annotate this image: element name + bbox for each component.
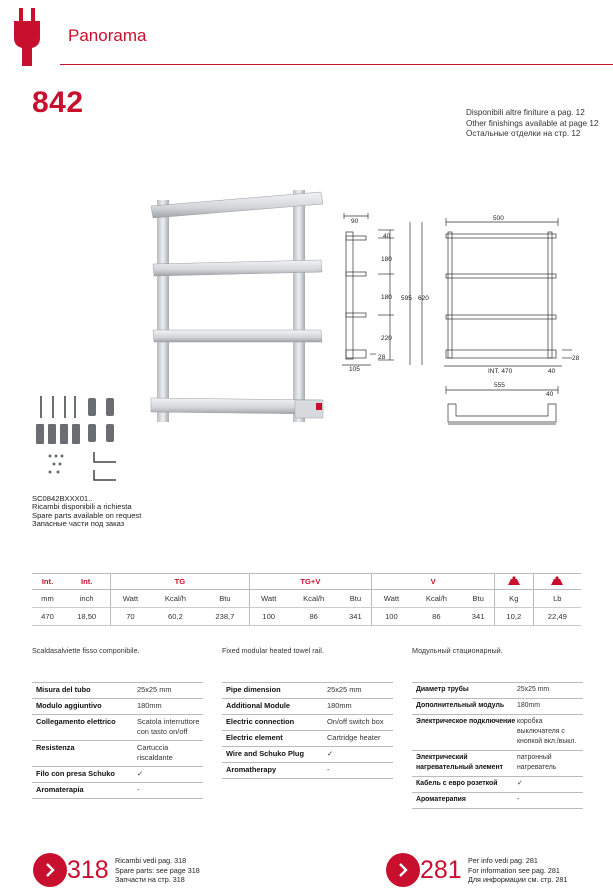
header-int-inch: Int. — [63, 574, 111, 590]
ref-ru: Для информации см. стр. 281 — [468, 875, 568, 885]
model-number: 842 — [32, 86, 84, 119]
svg-text:220: 220 — [381, 335, 392, 342]
value-cell: 341 — [340, 608, 372, 626]
property-row — [32, 741, 203, 767]
property-value: - — [327, 763, 393, 779]
property-value: ✓ — [517, 777, 583, 793]
spare-parts-code: SC0842BXXX01.. — [32, 494, 93, 503]
spare-parts-page-number[interactable]: 318 — [67, 856, 109, 884]
unit-cell: Watt — [372, 590, 411, 608]
unit-cell: Kg — [494, 590, 533, 608]
svg-text:595: 595 — [401, 295, 412, 302]
property-value: ✓ — [137, 767, 203, 783]
properties-table-en — [222, 682, 393, 779]
header-divider — [60, 64, 613, 65]
ref-en: Spare parts: see page 318 — [115, 865, 200, 875]
chevron-right-icon — [43, 863, 57, 877]
property-row — [412, 793, 583, 809]
spare-parts-photo — [28, 394, 128, 486]
spare-parts-info — [32, 495, 141, 529]
property-key: Aromatherapy — [222, 763, 327, 779]
spec-table — [32, 573, 581, 626]
svg-text:500: 500 — [493, 215, 504, 222]
unit-cell: Kcal/h — [288, 590, 340, 608]
property-key: Additional Module — [222, 699, 327, 715]
property-row — [412, 777, 583, 793]
value-cell: 341 — [462, 608, 494, 626]
property-value: ✓ — [327, 747, 393, 763]
chevron-right-icon — [396, 863, 410, 877]
header-tgv: TG+V — [249, 574, 372, 590]
brand-title: Panorama — [68, 26, 147, 45]
header-v: V — [372, 574, 495, 590]
property-key: Wire and Schuko Plug — [222, 747, 327, 763]
property-value: 180mm — [137, 699, 203, 715]
info-page-link[interactable] — [386, 853, 420, 887]
property-key: Дополнительный модуль — [412, 699, 517, 715]
finishes-note — [466, 108, 598, 140]
unit-cell: Kcal/h — [411, 590, 463, 608]
svg-text:40: 40 — [383, 233, 391, 240]
svg-text:105: 105 — [349, 366, 360, 373]
property-key: Collegamento elettrico — [32, 715, 137, 741]
description-en: Fixed modular heated towel rail. — [222, 646, 324, 655]
finishes-note-en: Other finishings available at page 12 — [466, 118, 599, 128]
header-int-mm: Int. — [32, 574, 63, 590]
property-row — [32, 683, 203, 699]
value-cell: 100 — [372, 608, 411, 626]
value-cell: 70 — [111, 608, 150, 626]
property-value: Scatola interruttore con tasto on/off — [137, 715, 203, 741]
spare-parts-en: Spare parts available on request — [32, 510, 142, 520]
property-row — [222, 683, 393, 699]
property-key: Кабель с евро розеткой — [412, 777, 517, 793]
property-key: Диаметр трубы — [412, 683, 517, 699]
property-value: - — [137, 783, 203, 799]
unit-cell: mm — [32, 590, 63, 608]
value-cell: 60,2 — [150, 608, 202, 626]
property-row — [32, 783, 203, 799]
weight-icon — [551, 576, 563, 585]
page-header — [0, 0, 613, 70]
description-it: Scaldasalviette fisso componibile. — [32, 646, 140, 655]
weight-icon — [508, 576, 520, 585]
ref-en: For information see pag. 281 — [468, 865, 560, 875]
svg-text:28: 28 — [572, 355, 580, 362]
property-row — [32, 715, 203, 741]
spec-header-row — [32, 574, 581, 590]
property-value: 180mm — [517, 699, 583, 715]
unit-cell: Watt — [249, 590, 288, 608]
property-row — [222, 715, 393, 731]
property-row — [222, 699, 393, 715]
property-value: коробка выключателя с кнопкой вкл./выкл. — [517, 715, 583, 751]
spec-values-row — [32, 608, 581, 626]
property-row — [222, 763, 393, 779]
towel-rail-photo — [145, 182, 340, 432]
property-key: Resistenza — [32, 741, 137, 767]
value-cell: 10,2 — [494, 608, 533, 626]
ref-ru: Запчасти на стр. 318 — [115, 875, 185, 885]
value-cell: 470 — [32, 608, 63, 626]
property-row — [412, 683, 583, 699]
property-row — [32, 699, 203, 715]
svg-text:40: 40 — [546, 391, 554, 398]
property-row — [222, 747, 393, 763]
ref-it: Ricambi vedi pag. 318 — [115, 856, 187, 865]
svg-text:INT. 470: INT. 470 — [488, 368, 513, 375]
property-key: Modulo aggiuntivo — [32, 699, 137, 715]
property-row — [412, 715, 583, 751]
svg-text:555: 555 — [494, 382, 505, 389]
header-tg: TG — [111, 574, 249, 590]
svg-text:180: 180 — [381, 294, 392, 301]
property-value: Cartuccia riscaldante — [137, 741, 203, 767]
top-view-drawing — [436, 380, 608, 436]
property-key: Electric element — [222, 731, 327, 747]
property-row — [412, 699, 583, 715]
property-key: Электрический нагревательный элемент — [412, 751, 517, 777]
unit-cell: Btu — [462, 590, 494, 608]
unit-cell: Btu — [201, 590, 249, 608]
unit-cell: Watt — [111, 590, 150, 608]
property-key: Filo con presa Schuko — [32, 767, 137, 783]
property-key: Pipe dimension — [222, 683, 327, 699]
value-cell: 86 — [288, 608, 340, 626]
info-page-number[interactable]: 281 — [420, 856, 462, 884]
spare-parts-it: Ricambi disponibili a richiesta — [32, 502, 132, 512]
property-row — [32, 767, 203, 783]
value-cell: 238,7 — [201, 608, 249, 626]
property-key: Misura del tubo — [32, 683, 137, 699]
property-value: 25x25 mm — [327, 683, 393, 699]
side-view-drawing — [338, 210, 438, 380]
value-cell: 100 — [249, 608, 288, 626]
header-weight-lb — [533, 574, 581, 590]
spec-units-row — [32, 590, 581, 608]
unit-cell: Btu — [340, 590, 372, 608]
unit-cell: inch — [63, 590, 111, 608]
spare-parts-ru: Запасные части под заказ — [32, 519, 125, 529]
property-row — [222, 731, 393, 747]
unit-cell: Kcal/h — [150, 590, 202, 608]
svg-text:40: 40 — [548, 368, 556, 375]
svg-text:28: 28 — [378, 354, 386, 361]
property-value: Cartridge heater — [327, 731, 393, 747]
property-value: 25x25 mm — [137, 683, 203, 699]
property-value: 180mm — [327, 699, 393, 715]
property-value: 25x25 mm — [517, 683, 583, 699]
property-row — [412, 751, 583, 777]
header-weight-kg — [494, 574, 533, 590]
info-reference — [468, 856, 567, 885]
finishes-note-ru: Остальные отделки на стр. 12 — [466, 129, 581, 138]
spare-parts-reference — [115, 856, 200, 885]
ref-it: Per info vedi pag. 281 — [468, 856, 538, 865]
unit-cell: Lb — [533, 590, 581, 608]
properties-table-ru — [412, 682, 583, 809]
plug-icon — [10, 8, 44, 66]
properties-table-it — [32, 682, 203, 799]
value-cell: 22,49 — [533, 608, 581, 626]
property-key: Аромaтерапия — [412, 793, 517, 809]
svg-text:620: 620 — [418, 295, 429, 302]
svg-text:90: 90 — [351, 218, 359, 225]
finishes-note-it: Disponibili altre finiture a pag. 12 — [466, 108, 585, 117]
property-key: Aromaterapia — [32, 783, 137, 799]
description-ru: Модульный стационарный. — [412, 646, 503, 655]
front-view-drawing — [436, 210, 608, 380]
value-cell: 86 — [411, 608, 463, 626]
property-key: Электрическое подключение — [412, 715, 517, 751]
property-value: патронный нагреватель — [517, 751, 583, 777]
svg-text:180: 180 — [381, 256, 392, 263]
spare-parts-page-link[interactable] — [33, 853, 67, 887]
property-value: On/off switch box — [327, 715, 393, 731]
property-key: Electric connection — [222, 715, 327, 731]
property-value: - — [517, 793, 583, 809]
value-cell: 18,50 — [63, 608, 111, 626]
